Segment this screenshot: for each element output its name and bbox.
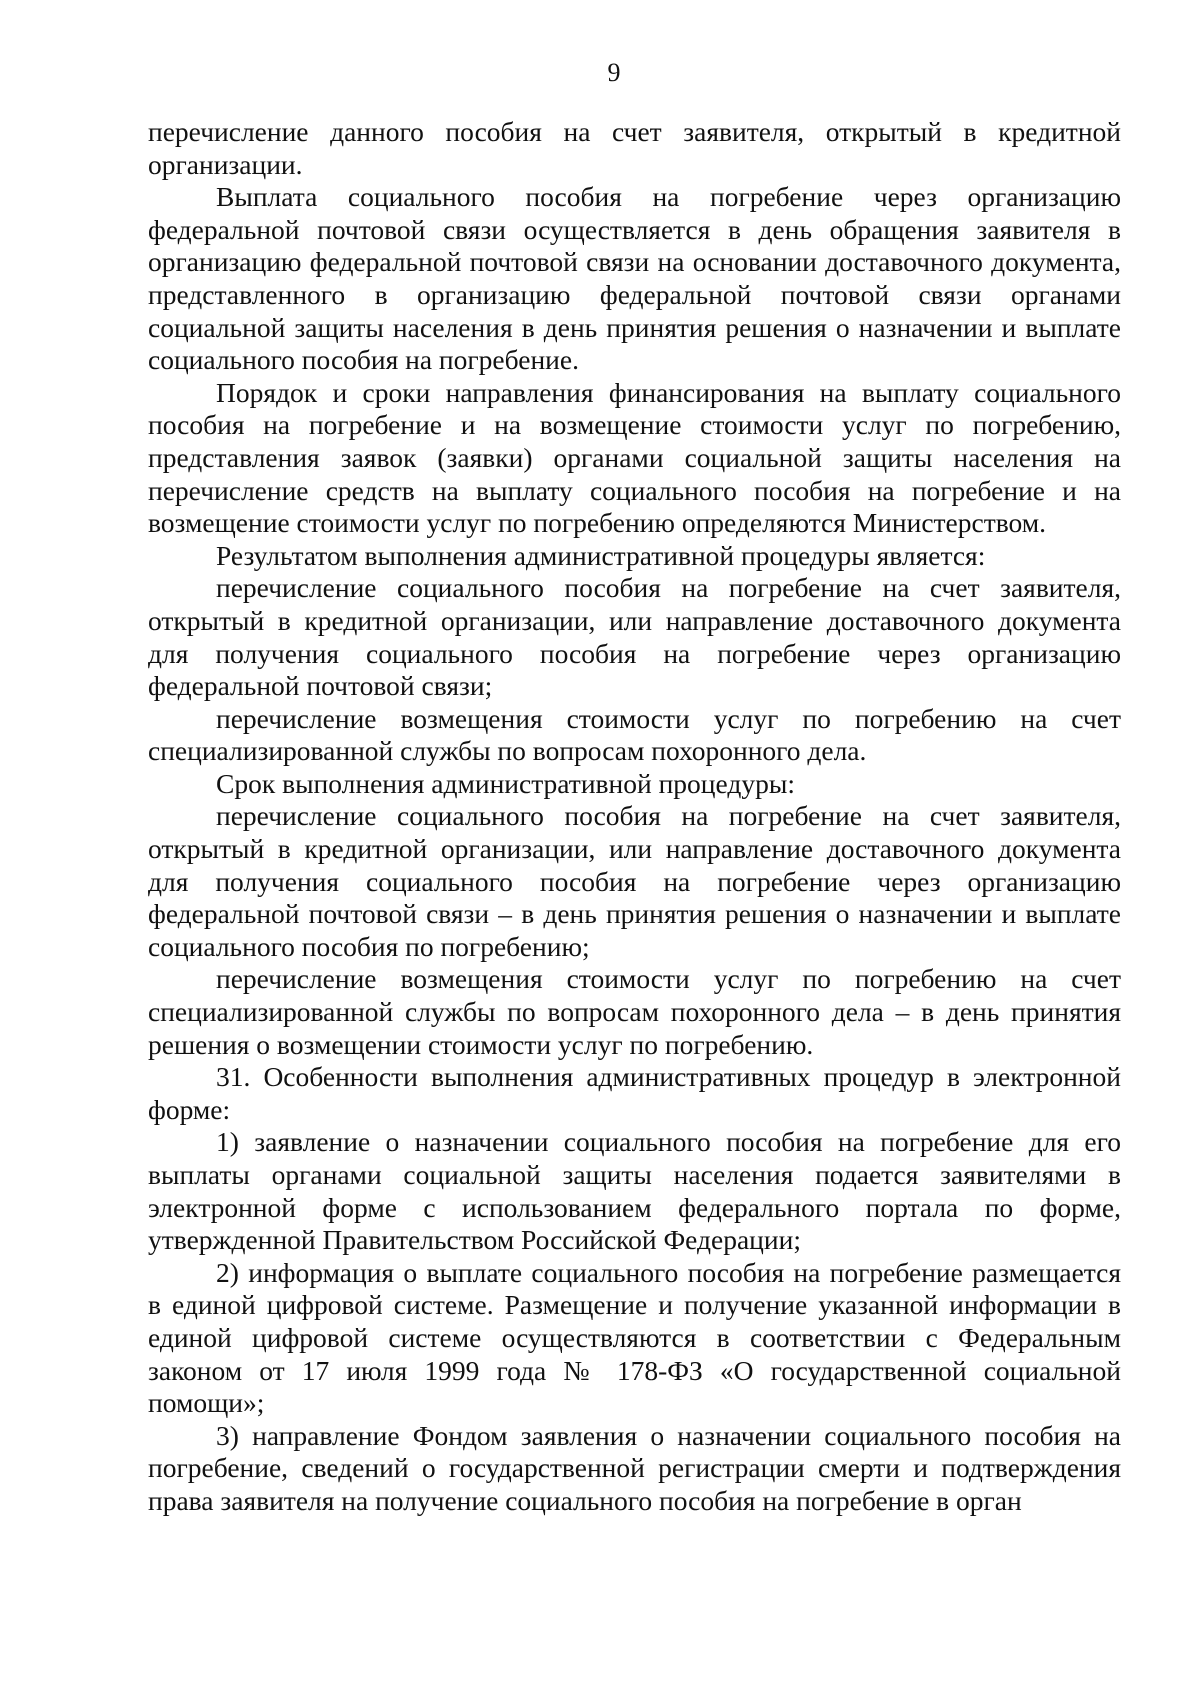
paragraph-section-31-item-2: 2) информация о выплате социального пособия на погребение размещается в единой цифровой системе. Размещение и получение указанной информации в единой цифровой системе осуществляются в соответствии с Федеральным законом от 17 июля 1999 года № 178-ФЗ «О государственной социальной помощи»; bbox=[148, 1256, 1121, 1419]
paragraph-financing-order: Порядок и сроки направления финансирования на выплату социального пособия на погребение и на возмещение стоимости услуг по погребению, представления заявок (заявки) органами социальной защиты населения на перечисление средств на выплату социального пособия на погребение и на возмещение стоимости услуг по погребению определяются Министерством. bbox=[148, 376, 1121, 539]
paragraph-postal-payment: Выплата социального пособия на погребение через организацию федеральной почтовой связи осуществляется в день обращения заявителя в организацию федеральной почтовой связи на основании доставочного документа, представленного в организацию федеральной почтовой связи органами социальной защиты населения в день принятия решения о назначении и выплате социального пособия на погребение. bbox=[148, 181, 1121, 376]
paragraph-result-heading: Результатом выполнения административной процедуры является: bbox=[216, 539, 986, 571]
paragraph-section-31: 31. Особенности выполнения административных процедур в электронной форме: bbox=[148, 1061, 1121, 1125]
paragraph-term-heading: Срок выполнения административной процедуры: bbox=[216, 767, 795, 799]
paragraph-term-item-2: перечисление возмещения стоимости услуг по погребению на счет специализированной службы по вопросам похоронного дела – в день принятия решения о возмещении стоимости услуг по погребению. bbox=[148, 963, 1121, 1060]
paragraph-section-31-item-1: 1) заявление о назначении социального пособия на погребение для его выплаты органами социальной защиты населения подается заявителями в электронной форме с использованием федерального портала по форме, утвержденной Правительством Российской Федерации; bbox=[148, 1126, 1121, 1256]
paragraph-term-item-1: перечисление социального пособия на погребение на счет заявителя, открытый в кредитной организации, или направление доставочного документа для получения социального пособия на погребение через организацию федеральной почтовой связи – в день принятия решения о назначении и выплате социального пособия по погребению; bbox=[148, 800, 1121, 962]
document-body bbox=[148, 116, 1121, 1518]
paragraph-result-item-2: перечисление возмещения стоимости услуг по погребению на счет специализированной службы по вопросам похоронного дела. bbox=[148, 702, 1121, 767]
page-number: 9 bbox=[607, 58, 621, 87]
paragraph-section-31-item-3: 3) направление Фондом заявления о назначении социального пособия на погребение, сведений о государственной регистрации смерти и подтверждения права заявителя на получение социального пособия на погребение в орган bbox=[148, 1419, 1121, 1516]
paragraph-continuation: перечисление данного пособия на счет заявителя, открытый в кредитной организации. bbox=[148, 116, 1121, 180]
paragraph-result-item-1: перечисление социального пособия на погребение на счет заявителя, открытый в кредитной организации, или направление доставочного документа для получения социального пособия на погребение через организацию федеральной почтовой связи; bbox=[148, 572, 1121, 702]
